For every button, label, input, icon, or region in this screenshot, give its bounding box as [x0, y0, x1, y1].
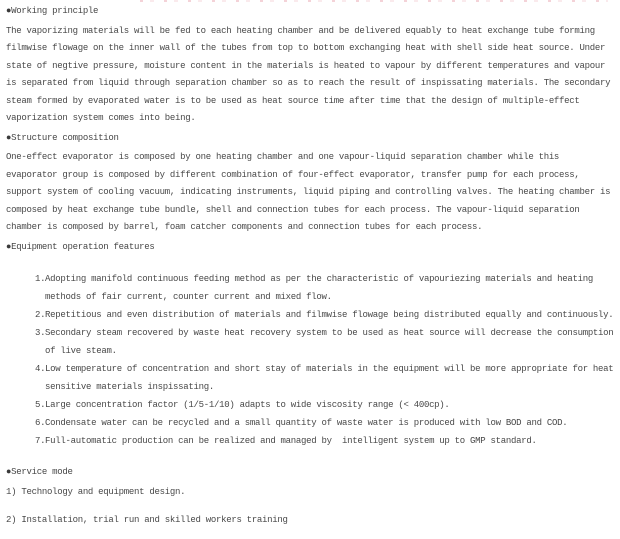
section-heading-service-mode: [6, 464, 620, 482]
list-item: [35, 360, 620, 396]
text-line: Large concentration factor (1/5-1/10) adapts to wide viscosity range (< 400cp).: [45, 400, 450, 410]
list-item-text: [45, 396, 620, 414]
list-item: [35, 432, 620, 450]
text-line: Low temperature of concentration and short stay of materials in the equipment will be more appropriate for heat: [45, 364, 614, 374]
list-item-number: 3.: [35, 328, 46, 338]
text-line: Full-automatic production can be realized and managed by intelligent system up to GMP standard.: [45, 436, 537, 446]
text-line: steam formed by evaporated water is to be used as heat source time after time that the design of multiple-effect: [6, 95, 580, 106]
list-item-number: 6.: [35, 418, 46, 428]
bullet-icon: ●: [6, 467, 12, 477]
bullet-icon: ●: [6, 6, 12, 16]
section-working-principle: [6, 3, 620, 128]
text-line: methods of fair current, counter current and mixed flow.: [45, 292, 332, 302]
list-item-text: [45, 306, 620, 324]
feature-list: [6, 270, 620, 450]
text-line: evaporator group is composed by different combination of four-effect evaporator, transfer pump for each process,: [6, 169, 580, 180]
text-line: The vaporizing materials will be fed to each heating chamber and be delivered equably to heat exchange tube forming: [6, 25, 595, 36]
list-item: [35, 414, 620, 432]
text-line: One-effect evaporator is composed by one heating chamber and one vapour-liquid separation chamber while this: [6, 152, 560, 162]
text-line: vaporization system comes into being.: [6, 113, 196, 123]
list-item-number: 7.: [35, 436, 46, 446]
list-item: [35, 324, 620, 360]
text-line: chamber is composed by barrel, foam catcher components and connection tubes for each process.: [6, 222, 483, 232]
section-heading-label: Structure composition: [11, 132, 119, 143]
list-item-text: [45, 432, 620, 450]
service-mode-list: [6, 484, 620, 530]
list-item-number: 4.: [35, 364, 46, 374]
bullet-icon: ●: [6, 241, 12, 252]
section-heading-label: Working principle: [11, 6, 99, 16]
text-line: Secondary steam recovered by waste heat recovery system to be used as heat source will decrease the consumption: [45, 328, 614, 338]
section-service-mode: [6, 464, 620, 530]
section-heading-label: Service mode: [11, 467, 73, 477]
text-line: Condensate water can be recycled and a small quantity of waste water is produced with low BOD and COD.: [45, 418, 568, 428]
list-item-text: [45, 360, 620, 396]
list-item: [35, 270, 620, 306]
list-item: [35, 306, 620, 324]
text-line: Adopting manifold continuous feeding method as per the characteristic of vapouriezing materials and heating: [45, 274, 593, 284]
section-heading-label: Equipment operation features: [11, 241, 155, 252]
text-line: is separated from liquid through separation chamber so as to reach the result of inspissating materials. The secondary: [6, 78, 611, 88]
text-line: support system of cooling vacuum, indicating instruments, liquid piping and controlling valves. The heating chamber is: [6, 187, 611, 197]
text-line: Repetitious and even distribution of materials and filmwise flowage being distributed equally and continuously.: [45, 310, 614, 320]
list-item-number: 2.: [35, 310, 46, 320]
text-line: of live steam.: [45, 346, 117, 356]
list-item: [35, 396, 620, 414]
text-line: 2) Installation, trial run and skilled workers training: [6, 515, 288, 525]
text-line: sensitive materials inspissating.: [45, 382, 214, 392]
text-line: 1) Technology and equipment design.: [6, 486, 186, 497]
section-equipment-operation-features: [6, 239, 620, 451]
list-item-text: [45, 270, 620, 306]
list-item-text: [45, 324, 620, 360]
section-heading-structure-composition: [6, 130, 620, 148]
bullet-icon: ●: [6, 132, 12, 143]
paragraph-working-principle: [6, 23, 620, 128]
clipped-red-text-artifact: [140, 0, 608, 2]
section-heading-working-principle: [6, 3, 620, 21]
list-item-text: [45, 414, 620, 432]
section-heading-equipment-operation-features: [6, 239, 620, 257]
text-line: composed by heat exchange tube bundle, shell and connection tubes for each process. The vapour-liquid separation: [6, 204, 580, 215]
text-line: filmwise flowage on the inner wall of the tubes from top to bottom exchanging heat with shell side heat source. Under: [6, 43, 606, 53]
list-item-number: 5.: [35, 400, 46, 410]
text-line: state of negtive pressure, moisture content in the materials is heated to vapour by different temperatures and vapour: [6, 60, 606, 71]
paragraph-structure-composition: [6, 149, 620, 237]
list-item-number: 1.: [35, 274, 46, 284]
section-structure-composition: [6, 130, 620, 237]
